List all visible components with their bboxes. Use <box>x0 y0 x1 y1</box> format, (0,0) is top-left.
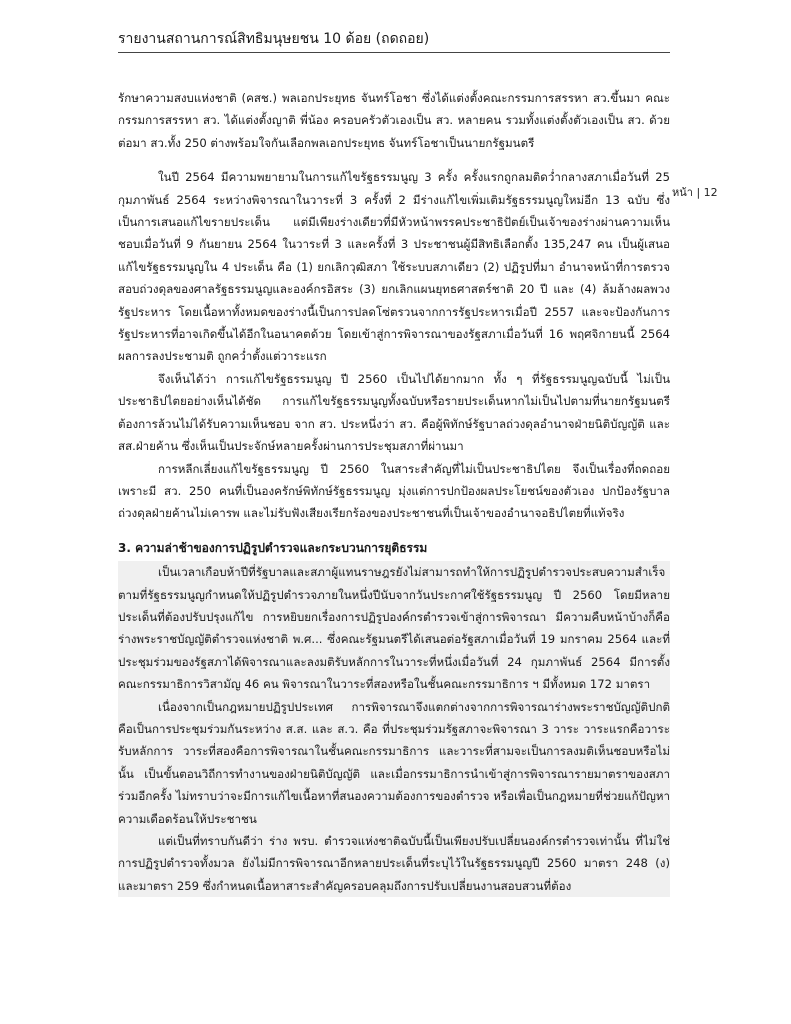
paragraph-3: จึงเห็นได้ว่า การแก้ไขรัฐธรรมนูญ ปี 2560 เป็นไปได้ยากมาก ทั้ง ๆ ที่รัฐธรรมนูญฉบับนี้ ไม่เป็นประชาธิปไตยอย่างเห็นได้ชัด การแก้ไขรัฐธรรมนูญทั้งฉบับหรือรายประเด็นหากไม่เป็นไปตามที่นายกรัฐมนตรีต้องการล้วนไม่ได้รับความเห็นชอบ จาก สว. ประหนึ่งว่า สว. คือผู้พิทักษ์รัฐบาลถ่วงดุลอำนาจฝ่ายนิติบัญญัติ และ สส.ฝ่ายค้าน ซึ่งเห็นเป็นประจักษ์หลายครั้งผ่านการประชุมสภาที่ผ่านมา <box>118 371 670 454</box>
paragraph-4: การหลีกเลี่ยงแก้ไขรัฐธรรมนูญ ปี 2560 ในสาระสำคัญที่ไม่เป็นประชาธิปไตย จึงเป็นเรื่องที่ถดถอย เพราะมี สว. 250 คนที่เป็นองครักษ์พิทักษ์รัฐธรรมนูญ มุ่งแต่การปกป้องผลประโยชน์ของตัวเอง ปกป้องรัฐบาล ถ่วงดุลฝ่ายค้านไม่เคารพ และไม่รับฟังเสียงเรียกร้องของประชาชนที่เป็นเจ้าของอำนาจอธิปไตยที่แท้จริง <box>118 461 670 521</box>
page-number-label: หน้า | 12 <box>672 186 718 199</box>
paragraph-7: แต่เป็นที่ทราบกันดีว่า ร่าง พรบ. ตำรวจแห่งชาติฉบับนี้เป็นเพียงปรับเปลี่ยนองค์กรตำรวจเท่านั้น ที่ไม่ใช่การปฏิรูปตำรวจทั้งมวล ยังไม่มีการพิจารณาอีกหลายประเด็นที่ระบุไว้ในรัฐธรรมนูญปี 2560 มาตรา 248 (ง) และมาตรา 259 ซึ่งกำหนดเนื้อหาสาระสำคัญครอบคลุมถึงการปรับเปลี่ยนงานสอบสวนที่ต้อง <box>118 834 670 893</box>
document-body <box>118 87 670 897</box>
paragraph-5: เป็นเวลาเกือบห้าปีที่รัฐบาลและสภาผู้แทนราษฎรยังไม่สามารถทำให้การปฏิรูปตำรวจประสบความสำเร็จตามที่รัฐธรรมนูญกำหนดให้ปฏิรูปตำรวจภายในหนึ่งปีนับจากวันประกาศใช้รัฐธรรมนูญ ปี 2560 โดยมีหลายประเด็นที่ต้องปรับปรุงแก้ไข การหยิบยกเรื่องการปฏิรูปองค์กรตำรวจเข้าสู่การพิจารณา มีความคืบหน้าบ้างก็คือ ร่างพระราชบัญญัติตำรวจแห่งชาติ พ.ศ... ซึ่งคณะรัฐมนตรีได้เสนอต่อรัฐสภาเมื่อวันที่ 19 มกราคม 2564 และที่ประชุมร่วมของรัฐสภาได้พิจารณาและลงมติรับหลักการในวาระที่หนึ่งเมื่อวันที่ 24 กุมภาพันธ์ 2564 มีการตั้งคณะกรรมาธิการวิสามัญ 46 คน พิจารณาในวาระที่สองหรือในชั้นคณะกรรมาธิการ ฯ มีทั้งหมด 172 มาตรา <box>118 565 670 692</box>
section-3-heading: 3. ความล่าช้าของการปฏิรูปตำรวจและกระบวนการยุติธรรม <box>118 540 428 555</box>
paragraph-6: เนื่องจากเป็นกฎหมายปฏิรูปประเทศ การพิจารณาจึงแตกต่างจากการพิจารณาร่างพระราชบัญญัติปกติ คือเป็นการประชุมร่วมกันระหว่าง ส.ส. และ ส.ว. คือ ที่ประชุมร่วมรัฐสภาจะพิจารณา 3 วาระ วาระแรกคือวาระรับหลักการ วาระที่สองคือการพิจารณาในชั้นคณะกรรมาธิการ และวาระที่สามจะเป็นการลงมติเห็นชอบหรือไม่นั้น เป็นขั้นตอนวิถีการทำงานของฝ่ายนิติบัญญัติ และเมื่อกรรมาธิการนำเข้าสู่การพิจารณารายมาตราของสภาร่วมอีกครั้ง ไม่ทราบว่าจะมีการแก้ไขเนื้อหาที่สนองความต้องการของตำรวจ หรือเพื่อเป็นกฎหมายที่ช่วยแก้ปัญหาความเดือดร้อนให้ประชาชน <box>118 699 670 826</box>
header-divider <box>118 52 670 53</box>
page-header-title: รายงานสถานการณ์สิทธิมนุษยชน 10 ด้อย (ถดถอย) <box>118 31 430 47</box>
shaded-block <box>118 561 670 897</box>
paragraph-2: ในปี 2564 มีความพยายามในการแก้ไขรัฐธรรมนูญ 3 ครั้ง ครั้งแรกถูกลมติดว่ำกลางสภาเมื่อวันที่ 25 กุมภาพันธ์ 2564 ระหว่างพิจารณาในวาระที่ 3 ครั้งที่ 2 มีร่างแก้ไขเพิ่มเติมรัฐธรรมนูญใหม่อีก 13 ฉบับ ซึ่งเป็นการเสนอแก้ไขรายประเด็น แต่มีเพียงร่างเดียวที่มีหัวหน้าพรรคประชาธิปัตย์เป็นเจ้าของร่างผ่านความเห็นชอบเมื่อวันที่ 9 กันยายน 2564 ในวาระที่ 3 และครั้งที่ 3 ประชาชนผู้มีสิทธิเลือกตั้ง 135,247 คน เป็นผู้เสนอแก้ไขรัฐธรรมนูญใน 4 ประเด็น คือ (1) ยกเลิกวุฒิสภา ใช้ระบบสภาเดียว (2) ปฏิรูปที่มา อำนาจหน้าที่การตรวจสอบถ่วงดุลของศาลรัฐธรรมนูญและองค์กรอิสระ (3) ยกเลิกแผนยุทธศาสตร์ชาติ 20 ปี และ (4) ล้มล้างผลพวงรัฐประหาร โดยเนื้อหาทั้งหมดของร่างนี้เป็นการปลดโซ่ตรวนจากการรัฐประหารเมื่อปี 2557 และจะป้องกันการรัฐประหารที่อาจเกิดขึ้นได้อีกในอนาคตด้วย โดยเข้าสู่การพิจารณาของรัฐสภาเมื่อวันที่ 16 พฤศจิกายนนี้ 2564 ผลการลงประชามติ ถูกคว่ำตั้งแต่วาระแรก <box>118 170 670 364</box>
paragraph-1: รักษาความสงบแห่งชาติ (คสช.) พลเอกประยุทธ จันทร์โอชา ซึ่งได้แต่งตั้งคณะกรรมการสรรหา สว.ขึ้นมา คณะกรรมการสรรหา สว. ได้แต่งตั้งญาติ พี่น้อง ครอบครัวตัวเองเป็น สว. หลายคน รวมทั้งแต่งตั้งตัวเองเป็น สว. ด้วย ต่อมา สว.ทั้ง 250 ต่างพร้อมใจกันเลือกพลเอกประยุทธ จันทร์โอชาเป็นนายกรัฐมนตรี <box>118 91 670 150</box>
